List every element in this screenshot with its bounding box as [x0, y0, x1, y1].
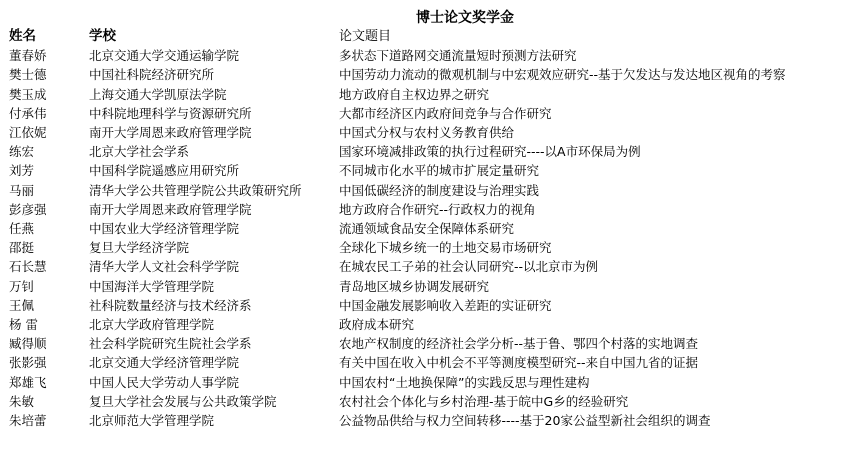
- table-row: [9, 411, 839, 430]
- table-row: [9, 334, 839, 353]
- thesis-title: 大都市经济区内政府间竞争与合作研究: [339, 105, 552, 121]
- school-name: 清华大学公共管理学院公共政策研究所: [89, 182, 302, 198]
- table-row: [9, 353, 839, 372]
- thesis-title: 政府成本研究: [339, 317, 415, 333]
- school-name: 北京大学社会学系: [89, 144, 190, 160]
- thesis-title: 地方政府自主权边界之研究: [339, 86, 490, 102]
- column-header-school: 学校: [89, 28, 116, 44]
- recipient-name: 董春娇: [9, 48, 47, 64]
- school-name: 社科院数量经济与技术经济系: [89, 297, 252, 313]
- recipient-name: 万钊: [9, 278, 35, 294]
- thesis-title: 中国低碳经济的制度建设与治理实践: [339, 182, 540, 198]
- thesis-title: 中国农村“土地换保障”的实践反思与理性建构: [339, 374, 590, 390]
- school-name: 北京师范大学管理学院: [89, 413, 215, 429]
- table-row: [9, 161, 839, 180]
- recipient-name: 郑雄飞: [9, 374, 47, 390]
- recipient-name: 樊玉成: [9, 86, 47, 102]
- recipient-name: 张影强: [9, 355, 47, 371]
- table-row: [9, 181, 839, 200]
- table-body: [9, 46, 839, 430]
- recipient-name: 练宏: [9, 144, 35, 160]
- page-title: 博士论文奖学金: [416, 10, 514, 26]
- thesis-title: 多状态下道路网交通流量短时预测方法研究: [339, 48, 577, 64]
- school-name: 南开大学周恩来政府管理学院: [89, 125, 252, 141]
- school-name: 中国海洋大学管理学院: [89, 278, 215, 294]
- thesis-title: 农地产权制度的经济社会学分析--基于鲁、鄂四个村落的实地调查: [339, 336, 699, 352]
- school-name: 社会科学院研究生院社会学系: [89, 336, 252, 352]
- table-row: [9, 65, 839, 84]
- school-name: 清华大学人文社会科学学院: [89, 259, 240, 275]
- table-row: [9, 200, 839, 219]
- table-row: [9, 142, 839, 161]
- table-row: [9, 315, 839, 334]
- recipient-name: 任燕: [9, 221, 35, 237]
- table-row: [9, 104, 839, 123]
- school-name: 中科院地理科学与资源研究所: [89, 105, 252, 121]
- recipient-name: 臧得顺: [9, 336, 47, 352]
- table-row: [9, 238, 839, 257]
- recipient-name: 王佩: [9, 297, 35, 313]
- table-header-row: [9, 27, 839, 46]
- school-name: 中国科学院遥感应用研究所: [89, 163, 240, 179]
- thesis-title: 中国式分权与农村义务教育供给: [339, 125, 515, 141]
- recipient-name: 石长慧: [9, 259, 47, 275]
- recipient-name: 杨 雷: [9, 317, 38, 333]
- recipient-name: 马丽: [9, 182, 35, 198]
- table-row: [9, 373, 839, 392]
- school-name: 北京大学政府管理学院: [89, 317, 215, 333]
- thesis-title: 农村社会个体化与乡村治理-基于皖中G乡的经验研究: [339, 393, 629, 409]
- table-row: [9, 296, 839, 315]
- school-name: 中国农业大学经济管理学院: [89, 221, 240, 237]
- school-name: 复旦大学经济学院: [89, 240, 190, 256]
- recipient-name: 朱培蕾: [9, 413, 47, 429]
- table-row: [9, 392, 839, 411]
- recipient-name: 邵挺: [9, 240, 35, 256]
- thesis-title: 流通领域食品安全保障体系研究: [339, 221, 515, 237]
- school-name: 复旦大学社会发展与公共政策学院: [89, 393, 277, 409]
- table-row: [9, 46, 839, 65]
- table-row: [9, 123, 839, 142]
- recipient-name: 刘芳: [9, 163, 35, 179]
- recipient-name: 彭彦强: [9, 201, 47, 217]
- school-name: 中国社科院经济研究所: [89, 67, 215, 83]
- thesis-title: 国家环境减排政策的执行过程研究----以A市环保局为例: [339, 144, 641, 160]
- school-name: 中国人民大学劳动人事学院: [89, 374, 240, 390]
- recipient-name: 付承伟: [9, 105, 47, 121]
- school-name: 北京交通大学交通运输学院: [89, 48, 240, 64]
- thesis-title: 公益物品供给与权力空间转移----基于20家公益型新社会组织的调查: [339, 413, 711, 429]
- thesis-title: 中国金融发展影响收入差距的实证研究: [339, 297, 552, 313]
- thesis-title: 青岛地区城乡协调发展研究: [339, 278, 490, 294]
- recipient-name: 樊士德: [9, 67, 47, 83]
- thesis-title: 在城农民工子弟的社会认同研究--以北京市为例: [339, 259, 599, 275]
- recipient-name: 朱敏: [9, 393, 35, 409]
- scholarship-table: [9, 27, 839, 430]
- table-row: [9, 257, 839, 276]
- thesis-title: 地方政府合作研究--行政权力的视角: [339, 201, 536, 217]
- thesis-title: 全球化下城乡统一的土地交易市场研究: [339, 240, 552, 256]
- thesis-title: 中国劳动力流动的微观机制与中宏观效应研究--基于欠发达与发达地区视角的考察: [339, 67, 786, 83]
- thesis-title: 不同城市化水平的城市扩展定量研究: [339, 163, 540, 179]
- school-name: 南开大学周恩来政府管理学院: [89, 201, 252, 217]
- table-row: [9, 219, 839, 238]
- table-row: [9, 85, 839, 104]
- school-name: 北京交通大学经济管理学院: [89, 355, 240, 371]
- school-name: 上海交通大学凯原法学院: [89, 86, 227, 102]
- column-header-name: 姓名: [9, 28, 36, 44]
- column-header-topic: 论文题目: [339, 29, 392, 44]
- table-row: [9, 277, 839, 296]
- recipient-name: 江依妮: [9, 125, 47, 141]
- thesis-title: 有关中国在收入中机会不平等测度模型研究--来自中国九省的证据: [339, 355, 699, 371]
